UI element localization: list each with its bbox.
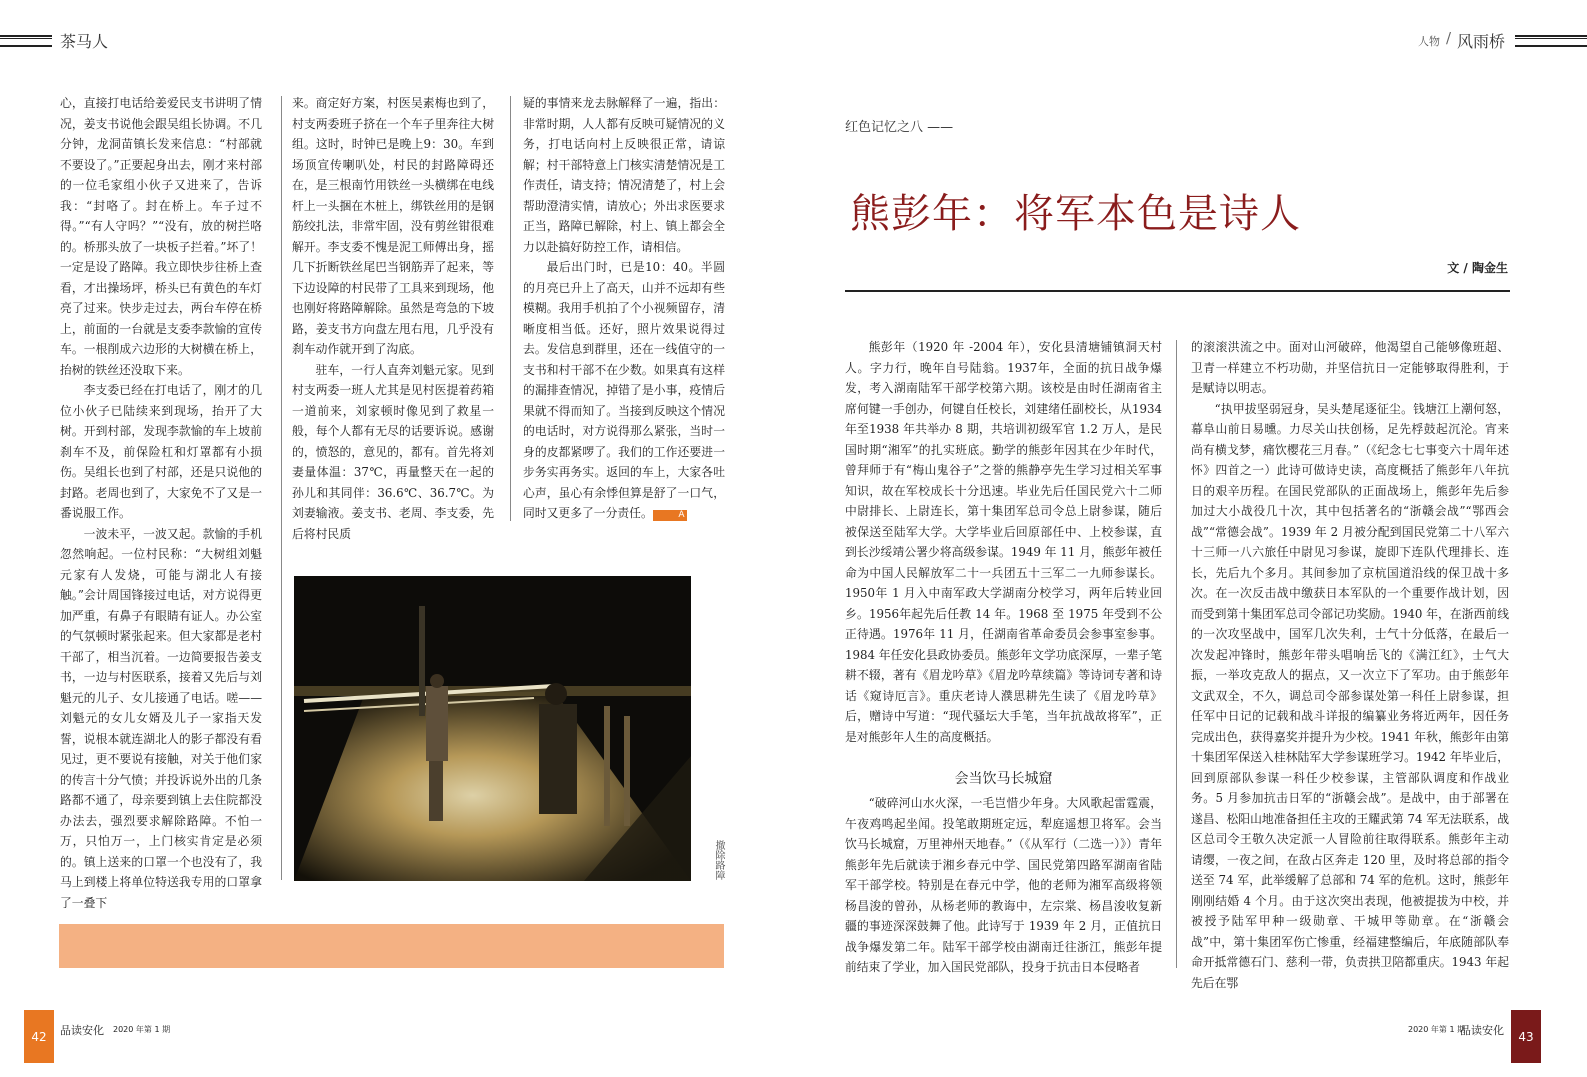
right-col-2 <box>1191 337 1509 993</box>
left-col-1 <box>60 93 262 913</box>
night-roadblock-photo <box>294 576 691 881</box>
left-col1-para3: 一波未平，一波又起。款愉的手机忽然响起。一位村民称：“大树组刘魁元家有人发烧，可能与湖北人有接触。”会计周国锋接过电话，对方说得更加严重，有鼻子有眼睛有证人。办公室的气氛顿时紧张起来。但大家都是老村干部了，相当沉着。一边简要报告姜支书，一边与村医联系，接着又先后与刘魁元的儿子、女儿接通了电话。嗟——刘魁元的女儿女婿及儿子一家指天发誓，说根本就连湖北人的影子都没有看见过，更不要说有接触，对关于他们家的传言十分气愤；并投诉说外出的几条路都不通了，母亲要到镇上去住院都没办法去，强烈要求解除路障。不怕一万，只怕万一，上门核实肯定是必须的。镇上送来的口罩一个也没有了，我马上到楼上将单位特送我专用的口罩拿了一叠下 <box>60 526 262 910</box>
right-col-1 <box>845 337 1166 978</box>
issue-right: 2020 年第 1 期 <box>1408 1025 1466 1034</box>
photo-caption: 撤除路障 <box>713 840 724 880</box>
magazine-name-left: 品读安化 <box>60 1024 104 1037</box>
subheading: 会当饮马长城窟 <box>954 771 1053 787</box>
right-col1-para1: 熊彭年（1920 年 -2004 年），安化县清塘铺镇洞天村人。字力行，晚年自号陆翁。1937年，全面的抗日战争爆发，考入湖南陆军干部学校第六期。该校是由时任湖南省主席何键一手创办，何键自任校长，刘建绪任副校长，从1934 年至1938 年共举办 8 期，共培训初级军官 1.2 万人，是民国时期“湘军”的扎实班底。勤学的熊彭年因其在少年时代，曾拜师于有“梅山鬼谷子”之誉的熊静亭先生学习过相关军事知识，故在军校成长十分迅速。毕业先后任国民党六十二师中尉排长、上尉连长，第十集团军总司令总上尉参谋，随后被保送至陆军大学。大学毕业后回原部任中、上校参谋，直到长沙绥靖公署少将高级参谋。1949 年 11 月，熊彭年被任命为中国人民解放军二十一兵团五十三军二一九师参谋长。1950年 1 月入中南军政大学湖南分校学习，两年后转业回乡。1956年起先后任教 14 年。1968 至 1975 年受到不公正待遇。1976年 11 月，任湖南省革命委员会参事室参事。1984 年任安化县政协委员。熊彭年文学功底深厚，一辈子笔耕不辍，著有《眉龙吟草》《眉龙吟草续篇》等诗词专著和诗话《窥诗厄言》。重庆老诗人濮思耕先生读了《眉龙吟草》后，赠诗中写道：“现代骚坛大手笔，当年抗战故将军”，正是对熊彭年人生的高度概括。 <box>845 340 1166 744</box>
page-number-right: 43 <box>1511 1010 1541 1063</box>
article-end-mark: A <box>653 510 687 521</box>
column-rule-1 <box>281 96 282 880</box>
header-category-right: 人物 <box>1418 35 1440 48</box>
column-rule-3 <box>1176 340 1177 968</box>
series-label: 红色记忆之八 —— <box>845 120 954 135</box>
header-rule-right <box>1515 35 1587 47</box>
section-title-left: 茶马人 <box>60 32 109 51</box>
right-col2-para1: 的滚滚洪流之中。面对山河破碎，他渴望自己能够像班超、卫青一样建立不朽功勋，并坚信抗日一定能够取得胜利，于是赋诗以明志。 <box>1191 340 1509 395</box>
right-col1-para2: “破碎河山水火深，一毛岂惜少年身。大风歌起雷霆震，午夜鸡鸣起坐闻。投笔敢期班定远，犁庭遥想卫将军。会当饮马长城窟，万里神州天地春。”（《从军行（二选一）》）青年熊彭年先后就读于湘乡春元中学、国民党第四路军湖南省陆军干部学校。特别是在春元中学，他的老师为湘军高级将领杨昌浚的曾孙，从杨老师的教诲中，左宗棠、杨昌浚收复新疆的事迹深深鼓舞了他。此诗写于 1939 年 2 月，正值抗日战争爆发第二年。陆军干部学校由湖南迁往浙江，熊彭年提前结束了学业，加入国民党部队，投身于抗击日本侵略者 <box>845 796 1162 974</box>
left-col2-para2: 驻车，一行人直奔刘魁元家。见到村支两委一班人尤其是见村医提着药箱一道前来，刘家顿时像见到了救星一般，每个人都有无尽的话要诉说。感谢的，愤怒的，意见的，都有。首先将刘妻量体温：37℃，再量整天在一起的孙儿和其同伴：36.6℃、36.7℃。为刘妻输液。姜支书、老周、李支委，先后将村民质 <box>292 362 494 541</box>
right-col2-para2: “执甲拔坚弱冠身，吴头楚尾逐征尘。钱塘江上潮何怒，幕阜山前日易曛。力尽关山扶创杨，足先桴鼓起沉沦。宵来尚有横戈梦，痛饮樱花三月春。”（《纪念七七事变六十周年述怀》四首之一）此诗可做诗史读，高度概括了熊彭年八年抗日的艰辛历程。在国民党部队的正面战场上，熊彭年先后参加过大小战役几十次，其中包括著名的“浙赣会战”“鄂西会战”“常德会战”。1939 年 2 月被分配到国民党第二十八军六十三师一八六旅任中尉见习参谋，旋即下连队代理排长、连长，先后九个多月。其间参加了京杭国道沿线的保卫战十多次。在一次反击战中缴获日本军队的一个重要作战计划，因而受到第十集团军总司令部记功奖励。1940 年，在浙西前线的一次攻坚战中，国军几次失利，士气十分低落，在最后一次发起冲锋时，熊彭年带头唱响岳飞的《满江红》，士气大振，一举攻克敌人的据点，又一次立下了军功。由于熊彭年文武双全，不久，调总司令部参谋处第一科任上尉参谋，担任军中日记的记载和战斗详报的编纂业务将近两年，因任务完成出色，获得嘉奖并提升为少校。1941 年秋，熊彭年由第十集团军保送入桂林陆军大学参谋班学习。1942 年毕业后，回到原部队参谋一科任少校参谋，主管部队调度和作战业务。5 月参加抗击日军的“浙赣会战”。是战中，由于部署在遂昌、松阳山地准备担任主攻的王耀武第 74 军无法联系，战区总司令王敬久决定派一人冒险前往取得联系。熊彭年主动请缨，一夜之间，在敌占区奔走 120 里，及时将总部的指令送至 74 军，此举缓解了总部和 74 军的危机。这时，熊彭年刚刚结婚 4 个月。由于这次突出表现，他被提拔为中校，并被授予陆军甲种一级勋章、干城甲等勋章。在“浙赣会战”中，第十集团军伤亡惨重，经福建整编后，年底随部队奉命开抵常德石门、慈利一带，负责拱卫陪都重庆。1943 年起先后在鄂 <box>1191 401 1509 990</box>
page-number-left: 42 <box>24 1010 54 1063</box>
byline: 文 / 陶金生 <box>1447 261 1508 275</box>
decorative-orange-bar <box>59 924 724 968</box>
issue-left: 2020 年第 1 期 <box>113 1025 171 1034</box>
header-rule-left <box>0 35 52 47</box>
column-rule-2 <box>510 96 511 521</box>
left-col-2 <box>292 93 494 544</box>
article-title: 熊彭年：将军本色是诗人 <box>850 191 1301 237</box>
title-rule <box>845 290 1510 292</box>
section-title-right: 风雨桥 <box>1457 32 1506 51</box>
left-col2-para1: 来。商定好方案，村医吴素梅也到了，村支两委班子挤在一个车子里奔往大树组。这时，时钟已是晚上9：30。车到场顶宣传喇叭处，村民的封路障碍还在，是三根南竹用铁丝一头横绑在电线杆上一头捆在木桩上，绑铁丝用的是钢筋绞扎法，非常牢固，没有剪丝钳很难解开。李支委不愧是泥工师傅出身，摇几下折断铁丝尾巴当钢筋弄了起来，等下边设障的村民带了工具来到现场，他也刚好将路障解除。虽然是弯急的下坡路，姜支书方向盘左甩右甩，几乎没有刹车动作就开到了沟底。 <box>292 96 494 356</box>
header-slash: / <box>1446 29 1452 47</box>
magazine-name-right: 品读安化 <box>1460 1024 1504 1037</box>
left-col-3 <box>523 93 725 524</box>
left-col3-para2: 最后出门时，已是10：40。半圆的月亮已升上了高天，山并不远却有些模糊。我用手机拍了个小视频留存，清晰度相当低。还好，照片效果说得过去。发信息到群里，还在一线值守的一支书和村干部不在少数。如果真有这样的漏排查情况，掉错了是小事，疫情后果就不得而知了。当接到反映这个情况的电话时，对方说得那么紧张，当时一身的皮都紧啰了。我们的工作还要进一步务实再务实。返回的车上，大家各吐心声，虽心有余悸但算是舒了一口气，同时又更多了一分责任。 A <box>523 260 725 520</box>
photo-illustration <box>294 576 691 881</box>
left-col3-para1: 疑的事情来龙去脉解释了一遍，指出：非常时期，人人都有反映可疑情况的义务，打电话向村上反映很正常，请谅解；村干部特意上门核实清楚情况是工作责任，请支持；情况清楚了，村上会帮助澄清实情，请放心；外出求医要求正当，路障已解除，村上、镇上都会全力以赴搞好防控工作，请相信。 <box>523 96 725 254</box>
left-col1-para1: 心，直接打电话给姜爱民支书讲明了情况，姜支书说他会跟吴组长协调。不几分钟，龙洞苗镇长发来信息：“村部就不要设了。”正要起身出去，刚才来村部的一位毛家组小伙子又进来了，告诉我：“封咯了。封在桥上。车子过不得。”“有人守吗？”“没有，放的树拦咯的。桥那头放了一块板子拦着。”坏了！一定是设了路障。我立即快步往桥上查看，才出操场坪，桥头已有黄色的车灯亮了过来。快步走过去，两台车停在桥上，前面的一台就是支委李款愉的宣传车。一根削成六边形的大树横在桥上，抬树的铁丝还没取下来。 <box>60 96 262 377</box>
left-col1-para2: 李支委已经在打电话了，刚才的几位小伙子已陆续来到现场，抬开了大树。开到村部，发现李款愉的车上坡前刹车不及，前保险杠和灯罩都有小损伤。吴组长也到了村部，还是只说他的封路。老周也到了，大家免不了又是一番说服工作。 <box>60 383 262 520</box>
